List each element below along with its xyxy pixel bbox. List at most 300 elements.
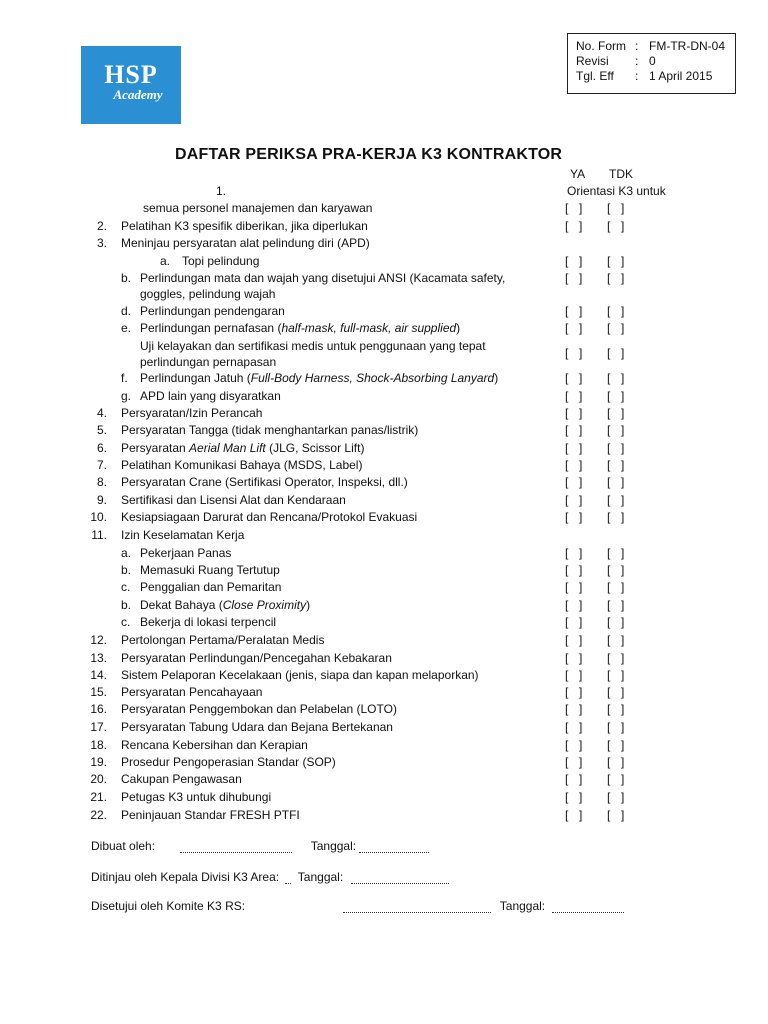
checklist-row: [0, 667, 768, 683]
dibuat-tanggal-label: Tanggal:: [310, 839, 357, 853]
checkbox-open: [: [607, 371, 611, 385]
item-number: 21.: [90, 790, 107, 804]
item-text: [140, 597, 310, 613]
checkbox-tdk[interactable]: [607, 579, 635, 595]
checklist-row: [0, 754, 768, 770]
checklist-row: [0, 509, 768, 525]
checkbox-tdk[interactable]: [607, 345, 635, 361]
checklist-row: [0, 807, 768, 823]
checkbox-open: [: [565, 808, 569, 822]
checkbox-close: ]: [621, 580, 625, 594]
item-text-pre: Perlindungan pernafasan (: [140, 321, 282, 335]
item-text: Peninjauan Standar FRESH PTFI: [121, 808, 300, 822]
item-text: Pekerjaan Panas: [140, 546, 232, 560]
checkbox-open: [: [607, 271, 611, 285]
disetujui-label: Disetujui oleh Komite K3 RS:: [91, 899, 246, 913]
checkbox-open: [: [607, 254, 611, 268]
checkbox-open: [: [607, 546, 611, 560]
item-number: 19.: [90, 755, 107, 769]
checkbox-close: ]: [621, 720, 625, 734]
item-text-pre: Dekat Bahaya (: [140, 598, 223, 612]
checkbox-close: ]: [579, 702, 583, 716]
item-number: 4.: [96, 406, 107, 420]
checkbox-close: ]: [579, 598, 583, 612]
item-text: Cakupan Pengawasan: [121, 772, 242, 786]
sub-item-letter: c.: [121, 580, 131, 594]
checkbox-ya[interactable]: [565, 457, 593, 473]
checkbox-close: ]: [621, 271, 625, 285]
checkbox-ya[interactable]: [565, 771, 593, 787]
checkbox-close: ]: [579, 685, 583, 699]
item-number: 12.: [90, 633, 107, 647]
checkbox-close: ]: [621, 668, 625, 682]
checkbox-open: [: [607, 702, 611, 716]
checkbox-open: [: [607, 615, 611, 629]
footer-disetujui: [91, 899, 624, 913]
item-text-italic: half-mask, full-mask, air supplied: [281, 321, 457, 335]
checkbox-open: [: [565, 720, 569, 734]
checkbox-tdk[interactable]: [607, 200, 635, 216]
checklist-row: [0, 579, 768, 595]
checkbox-open: [: [607, 219, 611, 233]
checkbox-open: [: [607, 685, 611, 699]
checkbox-open: [: [607, 580, 611, 594]
checkbox-close: ]: [579, 633, 583, 647]
checkbox-close: ]: [579, 219, 583, 233]
ditinjau-label: Ditinjau oleh Kepala Divisi K3 Area:: [91, 870, 280, 884]
sub-item-letter: e.: [121, 321, 132, 335]
checkbox-close: ]: [621, 406, 625, 420]
checkbox-open: [: [607, 738, 611, 752]
item-text: Persyaratan Pencahayaan: [121, 685, 263, 699]
checkbox-open: [: [565, 219, 569, 233]
checkbox-tdk[interactable]: [607, 597, 635, 613]
checkbox-ya[interactable]: [565, 320, 593, 336]
checkbox-tdk[interactable]: [607, 218, 635, 234]
checkbox-open: [: [607, 406, 611, 420]
checkbox-close: ]: [621, 598, 625, 612]
item-text-post: (JLG, Scissor Lift): [265, 441, 365, 455]
checkbox-open: [: [607, 668, 611, 682]
checkbox-ya[interactable]: [565, 667, 593, 683]
item-text-post: ): [456, 321, 461, 335]
checkbox-tdk[interactable]: [607, 650, 635, 666]
checkbox-open: [: [607, 441, 611, 455]
checkbox-close: ]: [579, 271, 583, 285]
item-number: 13.: [90, 651, 107, 665]
checklist-row: [0, 789, 768, 805]
checkbox-ya[interactable]: [565, 440, 593, 456]
item-text: Bekerja di lokasi terpencil: [140, 615, 277, 629]
checkbox-close: ]: [621, 441, 625, 455]
checkbox-tdk[interactable]: [607, 509, 635, 525]
form-info-value: 0: [649, 54, 656, 68]
sub-item-letter: c.: [121, 615, 131, 629]
checkbox-open: [: [565, 510, 569, 524]
checklist-row: [0, 614, 768, 630]
sub-item-letter: b.: [121, 271, 132, 285]
checkbox-open: [: [607, 321, 611, 335]
checklist-row: [0, 422, 768, 438]
checkbox-open: [: [607, 808, 611, 822]
item-number: 14.: [90, 668, 107, 682]
item-number: 10.: [90, 510, 107, 524]
ditinjau-signature-line[interactable]: [285, 871, 291, 884]
sub-item-letter: g.: [121, 389, 132, 403]
sub-item-letter: d.: [121, 304, 132, 318]
checklist-row: [0, 771, 768, 787]
checkbox-open: [: [607, 790, 611, 804]
checkbox-tdk[interactable]: [607, 701, 635, 717]
checkbox-close: ]: [579, 668, 583, 682]
checkbox-open: [: [565, 546, 569, 560]
checklist-row: [0, 597, 768, 613]
ditinjau-tanggal-label: Tanggal:: [297, 870, 344, 884]
checkbox-tdk[interactable]: [607, 270, 635, 286]
checkbox-ya[interactable]: [565, 345, 593, 361]
checkbox-ya[interactable]: [565, 614, 593, 630]
checkbox-ya[interactable]: [565, 253, 593, 269]
footer-dibuat: [91, 839, 429, 853]
checklist-row: [0, 632, 768, 648]
checkbox-close: ]: [621, 346, 625, 360]
checkbox-open: [: [607, 563, 611, 577]
form-info-value: 1 April 2015: [649, 69, 713, 83]
checkbox-tdk[interactable]: [607, 684, 635, 700]
footer-ditinjau: [91, 870, 449, 884]
checklist-row: [0, 492, 768, 508]
item-number: 17.: [90, 720, 107, 734]
page-title: DAFTAR PERIKSA PRA-KERJA K3 KONTRAKTOR: [175, 146, 563, 163]
checkbox-open: [: [607, 493, 611, 507]
item-text: Persyaratan Perlindungan/Pencegahan Kebakaran: [121, 651, 392, 665]
checkbox-open: [: [565, 598, 569, 612]
checklist-row: [0, 527, 768, 543]
checklist-row: [0, 737, 768, 753]
item-text: Persyaratan Tabung Udara dan Bejana Bertekanan: [121, 720, 393, 734]
checkbox-close: ]: [579, 493, 583, 507]
checkbox-tdk[interactable]: [607, 667, 635, 683]
checklist-row: [0, 370, 768, 386]
checkbox-open: [: [607, 475, 611, 489]
checkbox-ya[interactable]: [565, 579, 593, 595]
checkbox-open: [: [607, 458, 611, 472]
checkbox-ya[interactable]: [565, 737, 593, 753]
column-header-ya: YA: [570, 167, 586, 181]
dibuat-label: Dibuat oleh:: [91, 839, 156, 853]
checkbox-close: ]: [621, 702, 625, 716]
sub-item-letter: a.: [160, 254, 171, 268]
checkbox-tdk[interactable]: [607, 719, 635, 735]
item-text-post: ): [494, 371, 499, 385]
checkbox-open: [: [565, 458, 569, 472]
item-text-pre: Perlindungan Jatuh (: [140, 371, 251, 385]
checkbox-close: ]: [621, 808, 625, 822]
checkbox-close: ]: [621, 389, 625, 403]
checkbox-ya[interactable]: [565, 509, 593, 525]
item-text-pre: Persyaratan: [121, 441, 190, 455]
checkbox-tdk[interactable]: [607, 632, 635, 648]
item-text: Persyaratan Crane (Sertifikasi Operator, Inspeksi, dll.): [121, 475, 408, 489]
checkbox-close: ]: [579, 738, 583, 752]
checkbox-tdk[interactable]: [607, 545, 635, 561]
checkbox-close: ]: [621, 254, 625, 268]
checkbox-ya[interactable]: [565, 492, 593, 508]
sub-item-letter: b.: [121, 598, 132, 612]
item-number: 2.: [96, 219, 107, 233]
item-text: Kesiapsiagaan Darurat dan Rencana/Protokol Evakuasi: [121, 510, 418, 524]
item-number: 5.: [96, 423, 107, 437]
checkbox-close: ]: [621, 685, 625, 699]
checkbox-ya[interactable]: [565, 422, 593, 438]
form-info-label: Revisi: [576, 54, 609, 68]
checkbox-close: ]: [579, 790, 583, 804]
item-text: Persyaratan Tangga (tidak menghantarkan panas/listrik): [121, 423, 419, 437]
item-text: Rencana Kebersihan dan Kerapian: [121, 738, 308, 752]
checkbox-tdk[interactable]: [607, 388, 635, 404]
checklist-row: [0, 320, 768, 336]
checkbox-close: ]: [621, 458, 625, 472]
checkbox-open: [: [565, 563, 569, 577]
checkbox-ya[interactable]: [565, 807, 593, 823]
checkbox-close: ]: [579, 651, 583, 665]
item-1-number: 1.: [216, 184, 227, 198]
item-text: [140, 320, 460, 336]
checkbox-close: ]: [579, 615, 583, 629]
checkbox-close: ]: [621, 546, 625, 560]
sub-item-letter: f.: [121, 371, 128, 385]
checkbox-ya[interactable]: [565, 789, 593, 805]
checkbox-ya[interactable]: [565, 474, 593, 490]
checkbox-open: [: [565, 738, 569, 752]
checklist-row: [0, 545, 768, 561]
checkbox-open: [: [565, 633, 569, 647]
form-info-row: [576, 69, 735, 84]
checkbox-open: [: [565, 201, 569, 215]
checkbox-close: ]: [579, 346, 583, 360]
checkbox-ya[interactable]: [565, 754, 593, 770]
checkbox-tdk[interactable]: [607, 457, 635, 473]
checkbox-close: ]: [579, 580, 583, 594]
checkbox-tdk[interactable]: [607, 422, 635, 438]
checkbox-open: [: [565, 321, 569, 335]
checkbox-close: ]: [579, 458, 583, 472]
checkbox-close: ]: [621, 755, 625, 769]
checkbox-close: ]: [579, 304, 583, 318]
checkbox-open: [: [565, 615, 569, 629]
checklist-row: [0, 650, 768, 666]
checkbox-open: [: [565, 304, 569, 318]
checkbox-open: [: [565, 668, 569, 682]
checkbox-tdk[interactable]: [607, 562, 635, 578]
item-text: Sistem Pelaporan Kecelakaan (jenis, siapa dan kapan melaporkan): [121, 668, 479, 682]
checkbox-tdk[interactable]: [607, 771, 635, 787]
item-text-continued: perlindungan pernapasan: [140, 355, 277, 369]
item-number: 9.: [96, 493, 107, 507]
checkbox-close: ]: [621, 304, 625, 318]
checkbox-close: ]: [621, 201, 625, 215]
checkbox-tdk[interactable]: [607, 320, 635, 336]
item-number: 6.: [96, 441, 107, 455]
item-number: 8.: [96, 475, 107, 489]
checkbox-ya[interactable]: [565, 701, 593, 717]
checkbox-close: ]: [621, 423, 625, 437]
checklist-row: [0, 388, 768, 404]
checkbox-ya[interactable]: [565, 562, 593, 578]
checkbox-ya[interactable]: [565, 650, 593, 666]
item-text: [140, 370, 498, 386]
item-number: 20.: [90, 772, 107, 786]
form-info-row: [576, 54, 735, 69]
form-info-label: Tgl. Eff: [576, 69, 614, 83]
ditinjau-date-line[interactable]: [351, 871, 449, 884]
checkbox-close: ]: [579, 423, 583, 437]
checkbox-open: [: [607, 510, 611, 524]
checkbox-close: ]: [621, 790, 625, 804]
checkbox-open: [: [607, 423, 611, 437]
item-number: 15.: [90, 685, 107, 699]
checkbox-ya[interactable]: [565, 388, 593, 404]
checkbox-tdk[interactable]: [607, 807, 635, 823]
item-text: Prosedur Pengoperasian Standar (SOP): [121, 755, 336, 769]
checkbox-ya[interactable]: [565, 597, 593, 613]
item-text: Izin Keselamatan Kerja: [121, 528, 245, 542]
checklist-row: [0, 474, 768, 490]
disetujui-tanggal-label: Tanggal:: [499, 899, 546, 913]
checkbox-open: [: [565, 371, 569, 385]
checkbox-ya[interactable]: [565, 545, 593, 561]
item-number: 7.: [96, 458, 107, 472]
item-1-text-bottom: semua personel manajemen dan karyawan: [143, 201, 373, 215]
item-text: Pelatihan Komunikasi Bahaya (MSDS, Label): [121, 458, 363, 472]
checkbox-tdk[interactable]: [607, 253, 635, 269]
checkbox-tdk[interactable]: [607, 405, 635, 421]
checkbox-open: [: [607, 651, 611, 665]
item-text-continued: goggles, pelindung wajah: [140, 287, 276, 301]
checklist-row: [0, 338, 768, 369]
checkbox-open: [: [607, 346, 611, 360]
checkbox-close: ]: [621, 475, 625, 489]
column-header-tdk: TDK: [609, 167, 633, 181]
checkbox-close: ]: [579, 720, 583, 734]
checkbox-ya[interactable]: [565, 719, 593, 735]
checkbox-tdk[interactable]: [607, 370, 635, 386]
item-number: 16.: [90, 702, 107, 716]
item-text: Pelatihan K3 spesifik diberikan, jika diperlukan: [121, 219, 368, 233]
item-text: Memasuki Ruang Tertutup: [140, 563, 280, 577]
checklist-row: [0, 303, 768, 319]
checkbox-tdk[interactable]: [607, 492, 635, 508]
item-text: [121, 440, 364, 456]
checklist-row: [0, 235, 768, 251]
checkbox-close: ]: [621, 738, 625, 752]
item-text-post: ): [306, 598, 311, 612]
dibuat-date-line[interactable]: [359, 840, 429, 853]
sub-item-letter: a.: [121, 546, 132, 560]
form-info-value: FM-TR-DN-04: [649, 39, 725, 53]
checkbox-open: [: [607, 389, 611, 403]
checklist-row: [0, 562, 768, 578]
checkbox-ya[interactable]: [565, 632, 593, 648]
item-number: 11.: [91, 528, 107, 542]
checklist-row: [0, 253, 768, 269]
checkbox-close: ]: [621, 615, 625, 629]
checkbox-close: ]: [579, 406, 583, 420]
item-number: 3.: [96, 236, 107, 250]
checkbox-tdk[interactable]: [607, 440, 635, 456]
logo-main-text: HSP: [104, 60, 158, 89]
checkbox-close: ]: [621, 493, 625, 507]
checkbox-ya[interactable]: [565, 405, 593, 421]
checkbox-open: [: [607, 720, 611, 734]
disetujui-signature-line[interactable]: [343, 900, 491, 913]
item-text: Persyaratan/Izin Perancah: [121, 406, 263, 420]
item-number: 22.: [90, 808, 107, 822]
checkbox-tdk[interactable]: [607, 303, 635, 319]
item-text: Persyaratan Penggembokan dan Pelabelan (LOTO): [121, 702, 397, 716]
checkbox-open: [: [607, 772, 611, 786]
checklist-row-1: [0, 200, 768, 216]
form-info-box: [567, 33, 736, 94]
checkbox-close: ]: [579, 772, 583, 786]
checklist-row: [0, 405, 768, 421]
disetujui-date-line[interactable]: [552, 900, 624, 913]
checkbox-close: ]: [621, 651, 625, 665]
checkbox-open: [: [565, 475, 569, 489]
item-number: 18.: [90, 738, 107, 752]
checkbox-open: [: [607, 633, 611, 647]
checkbox-open: [: [565, 346, 569, 360]
checklist-row: [0, 270, 768, 301]
checkbox-open: [: [607, 304, 611, 318]
checklist-row: [0, 684, 768, 700]
checkbox-close: ]: [579, 371, 583, 385]
item-text: Topi pelindung: [182, 254, 260, 268]
checkbox-tdk[interactable]: [607, 754, 635, 770]
checkbox-tdk[interactable]: [607, 789, 635, 805]
checkbox-open: [: [565, 441, 569, 455]
form-info-colon: :: [635, 69, 639, 83]
checkbox-ya[interactable]: [565, 270, 593, 286]
checklist-row: [0, 701, 768, 717]
checkbox-close: ]: [621, 510, 625, 524]
checkbox-open: [: [565, 423, 569, 437]
checkbox-close: ]: [621, 371, 625, 385]
checkbox-close: ]: [579, 321, 583, 335]
item-text-italic: Close Proximity: [222, 598, 307, 612]
checkbox-close: ]: [579, 808, 583, 822]
checkbox-close: ]: [579, 201, 583, 215]
checkbox-ya[interactable]: [565, 370, 593, 386]
checkbox-ya[interactable]: [565, 684, 593, 700]
form-info-colon: :: [635, 39, 639, 53]
checkbox-close: ]: [579, 563, 583, 577]
checkbox-close: ]: [579, 254, 583, 268]
checkbox-tdk[interactable]: [607, 614, 635, 630]
checkbox-ya[interactable]: [565, 200, 593, 216]
checkbox-close: ]: [579, 441, 583, 455]
checkbox-tdk[interactable]: [607, 737, 635, 753]
checkbox-ya[interactable]: [565, 218, 593, 234]
checkbox-tdk[interactable]: [607, 474, 635, 490]
hsp-academy-logo: [81, 46, 181, 124]
checkbox-close: ]: [621, 772, 625, 786]
checkbox-ya[interactable]: [565, 303, 593, 319]
form-info-row: [576, 39, 735, 54]
dibuat-signature-line[interactable]: [180, 840, 292, 853]
checkbox-open: [: [565, 651, 569, 665]
checkbox-close: ]: [579, 510, 583, 524]
